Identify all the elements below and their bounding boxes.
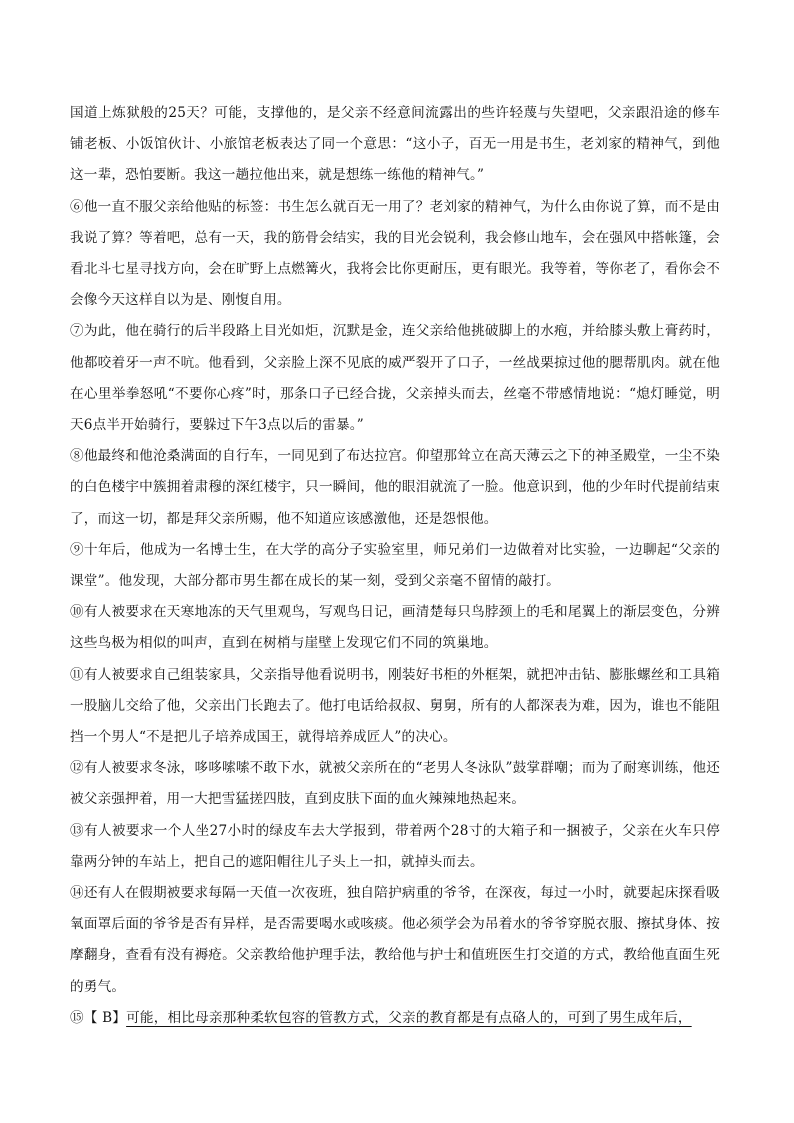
paragraph-10: ⑩有人被要求在天寒地冻的天气里观鸟，写观鸟日记，画清楚每只鸟脖颈上的毛和尾翼上的渐层变色，分辨这些鸟极为相似的叫声，直到在树梢与崖壁上发现它们不同的筑巢地。 [70, 604, 720, 652]
paragraph-14: ⑭还有人在假期被要求每隔一天值一次夜班，独自陪护病重的爷爷，在深夜，每过一小时，就要起床探看吸氧面罩后面的爷爷是否有异样，是否需要喝水或咳痰。他必须学会为吊着水的爷爷穿脱衣服、擦拭身体、按摩翻身，查看有没有褥疮。父亲教给他护理手法，教给他与护士和值班医生打交道的方式，教给他直面生死的勇气。 [70, 885, 720, 995]
paragraph-12: ⑫有人被要求冬泳，哆哆嗦嗦不敢下水，就被父亲所在的“老男人冬泳队”鼓掌群嘲；而为了耐寒训练，他还被父亲强押着，用一大把雪猛搓四肢，直到皮肤下面的血火辣辣地热起来。 [70, 760, 720, 808]
underlined-sentence: 可能，相比母亲那种柔软包容的管教方式，父亲的教育都是有点硌人的，可到了男生成年后， [126, 1009, 692, 1026]
paragraph-8: ⑧他最终和他沧桑满面的自行车，一同见到了布达拉宫。仰望那耸立在高天薄云之下的神圣殿堂，一尘不染的白色楼宇中簇拥着肃穆的深红楼宇，只一瞬间，他的眼泪就流了一脸。他意识到，他的少年时代提前结束了，而这一切，都是拜父亲所赐，他不知道应该感激他，还是怨恨他。 [70, 448, 720, 527]
paragraph-15 [70, 1003, 720, 1034]
paragraph-number: ⑮ [70, 1009, 84, 1026]
document-body [70, 98, 720, 1034]
question-marker-label: 【 B】 [83, 1009, 127, 1026]
paragraph-6: ⑥他一直不服父亲给他贴的标签：书生怎么就百无一用了？老刘家的精神气，为什么由你说了算，而不是由我说了算？等着吧，总有一天，我的筋骨会结实，我的目光会锐利，我会修山地车，会在强风中搭帐篷，会看北斗七星寻找方向，会在旷野上点燃篝火，我将会比你更耐压，更有眼光。我等着，等你老了，看你会不会像今天这样自以为是、刚愎自用。 [70, 198, 720, 309]
paragraph-13: ⑬有人被要求一个人坐27小时的绿皮车去大学报到，带着两个28寸的大箱子和一捆被子，父亲在火车只停靠两分钟的车站上，把自己的遮阳帽往儿子头上一扣，就掉头而去。 [70, 822, 720, 870]
paragraph-7: ⑦为此，他在骑行的后半段路上目光如炬，沉默是金，连父亲给他挑破脚上的水疱，并给膝头敷上膏药时，他都咬着牙一声不吭。他看到，父亲脸上深不见底的威严裂开了口子，一丝战栗掠过他的腮帮肌肉。就在他在心里举拳怒吼“不要你心疼”时，那条口子已经合拢，父亲掉头而去，丝毫不带感情地说：“熄灯睡觉，明天6点半开始骑行，要躲过下午3点以后的雷暴。” [70, 323, 720, 434]
paragraph-9: ⑨十年后，他成为一名博士生，在大学的高分子实验室里，师兄弟们一边做着对比实验，一边聊起“父亲的课堂”。他发现，大部分都市男生都在成长的某一刻，受到父亲毫不留情的敲打。 [70, 541, 720, 590]
paragraph-11: ⑪有人被要求自己组装家具，父亲指导他看说明书，刚装好书柜的外框架，就把冲击钻、膨胀螺丝和工具箱一股脑儿交给了他，父亲出门长跑去了。他打电话给叔叔、舅舅，所有的人都深表为难，因为，谁也不能阻挡一个男人“不是把儿子培养成国王，就得培养成匠人”的决心。 [70, 666, 720, 746]
paragraph-5-continued: 国道上炼狱般的25天？可能，支撑他的，是父亲不经意间流露出的些许轻蔑与失望吧，父亲跟沿途的修车铺老板、小饭馆伙计、小旅馆老板表达了同一个意思：“这小子，百无一用是书生，老刘家的精神气，到他这一辈，恐怕要断。我这一趟拉他出来，就是想练一练他的精神气。” [70, 105, 720, 184]
